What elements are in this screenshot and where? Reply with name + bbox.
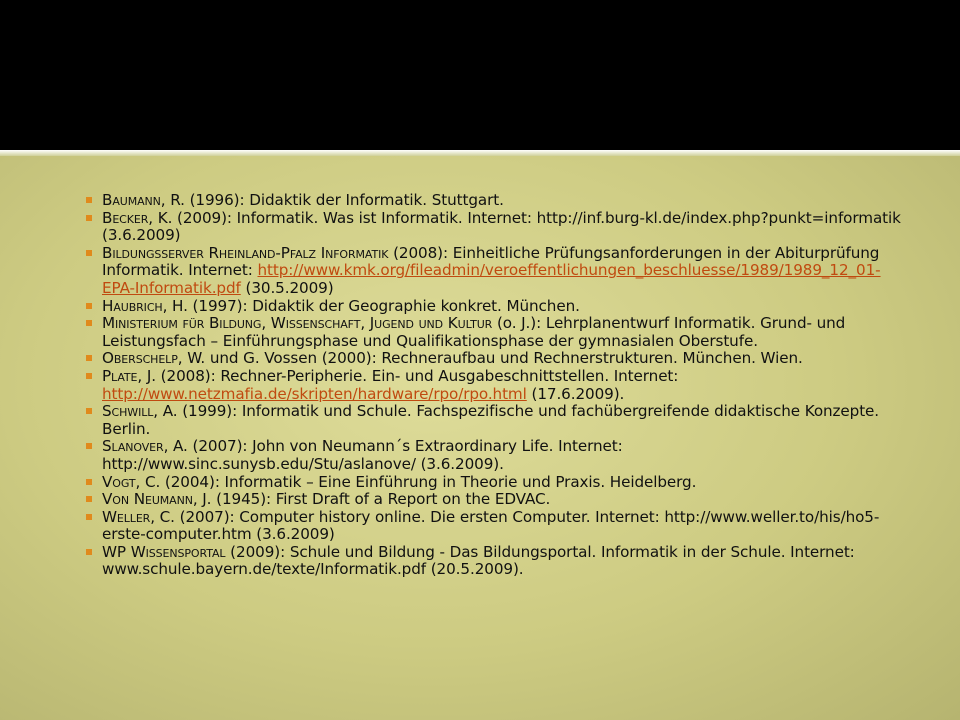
reference-text: , A. (1999): Informatik und Schule. Fachspezifische und fachübergreifende didaktische Konzepte. Berlin. (102, 402, 880, 438)
reference-text: (2008): Einheitliche Prüfungsanforderungen in der Abiturprüfung Informatik. Internet: (102, 243, 880, 280)
reference-text: , R. (1996): Didaktik der Informatik. Stuttgart. (160, 191, 504, 209)
reference-item (88, 245, 908, 298)
square-bullet-icon (86, 215, 92, 221)
reference-text: , K. (2009): Informatik. Was ist Informatik. Internet: http://inf.burg-kl.de/index.php?punkt=informatik (3.6.2009) (102, 208, 901, 245)
square-bullet-icon (86, 408, 92, 414)
reference-author: WP Wissensportal (102, 542, 226, 561)
reference-author: Von Neumann (102, 490, 193, 509)
reference-author: Weller (102, 507, 151, 526)
reference-item (88, 544, 908, 579)
reference-author: Becker (102, 208, 149, 227)
square-bullet-icon (86, 197, 92, 203)
reference-item (88, 491, 908, 509)
reference-author: Slanover (102, 437, 164, 456)
reference-link[interactable]: http://www.netzmafia.de/skripten/hardware/rpo/rpo.html (102, 384, 527, 403)
square-bullet-icon (86, 514, 92, 520)
reference-date: (30.5.2009) (240, 278, 334, 297)
reference-text: (2009): Schule und Bildung - Das Bildungsportal. Informatik in der Schule. Internet: www.schule.bayern.de/texte/Informatik.pdf (20.5.2009). (102, 542, 855, 579)
reference-text: , A. (2007): John von Neumann´s Extraordinary Life. Internet: http://www.sinc.sunysb.edu/Stu/aslanove/ (3.6.2009). (102, 437, 623, 473)
square-bullet-icon (86, 549, 92, 555)
reference-author: Schwill (102, 402, 154, 421)
reference-text: , C. (2007): Computer history online. Die ersten Computer. Internet: http://www.weller.to/his/ho5-erste-computer.htm (3.6.2009) (102, 507, 880, 544)
reference-item (88, 509, 908, 544)
square-bullet-icon (86, 320, 92, 326)
reference-item (88, 210, 908, 245)
square-bullet-icon (86, 303, 92, 309)
reference-text: , J. (2008): Rechner-Peripherie. Ein- und Ausgabeschnittstellen. Internet: (137, 366, 679, 385)
square-bullet-icon (86, 250, 92, 256)
reference-author: Plate (102, 366, 138, 385)
square-bullet-icon (86, 479, 92, 485)
reference-item (88, 438, 908, 473)
reference-author: Bildungsserver Rheinland-Pfalz Informatik (102, 243, 389, 262)
square-bullet-icon (86, 355, 92, 361)
reference-link[interactable]: http://www.kmk.org/fileadmin/veroeffentlichungen_beschluesse/1989/1989_12_01-EPA-Informatik.pdf (102, 261, 881, 297)
square-bullet-icon (86, 496, 92, 502)
reference-author: Oberschelp (102, 349, 178, 368)
reference-text: , C. (2004): Informatik – Eine Einführung in Theorie und Praxis. Heidelberg. (135, 472, 697, 491)
reference-author: Ministerium für Bildung, Wissenschaft, Jugend und Kultur (102, 314, 493, 333)
reference-item (88, 368, 908, 403)
reference-item (88, 315, 908, 350)
reference-author: Baumann (102, 191, 161, 209)
reference-text: , J. (1945): First Draft of a Report on the EDVAC. (192, 490, 551, 509)
reference-text: (o. J.): Lehrplanentwurf Informatik. Grund- und Leistungsfach – Einführungsphase und Qualifikationsphase der gymnasialen Oberstufe. (102, 314, 846, 350)
reference-item (88, 192, 908, 210)
reference-author: Vogt (102, 472, 136, 491)
square-bullet-icon (86, 373, 92, 379)
reference-item (88, 298, 908, 316)
reference-item (88, 350, 908, 368)
reference-author: Haubrich (102, 296, 163, 315)
reference-item (88, 403, 908, 438)
square-bullet-icon (86, 443, 92, 449)
reference-date: (17.6.2009). (526, 384, 625, 403)
title-area (0, 0, 960, 150)
reference-item (88, 474, 908, 492)
reference-text: , W. und G. Vossen (2000): Rechneraufbau und Rechnerstrukturen. München. Wien. (177, 349, 803, 368)
reference-list (88, 192, 908, 579)
reference-text: , H. (1997): Didaktik der Geographie konkret. München. (162, 296, 580, 315)
